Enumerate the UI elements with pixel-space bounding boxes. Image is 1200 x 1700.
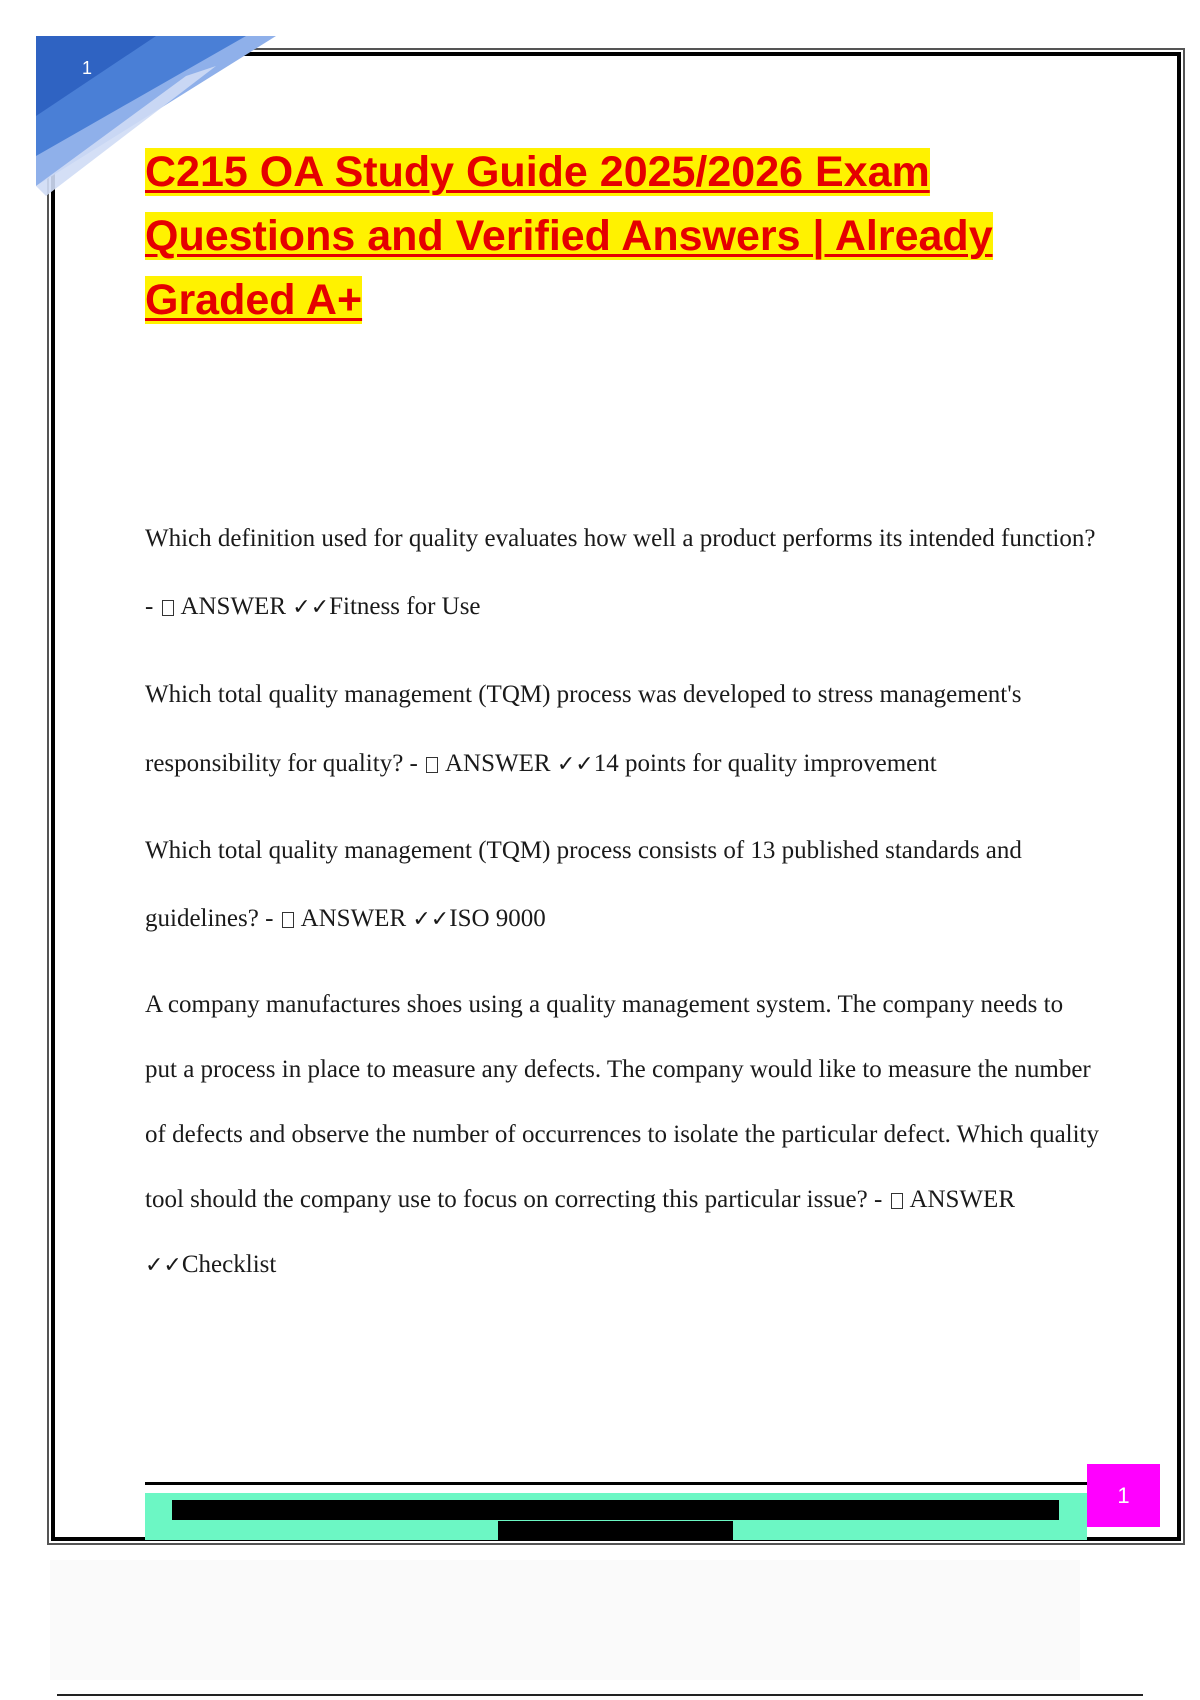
bottom-rule <box>57 1694 1143 1696</box>
missing-glyph-icon <box>282 912 294 928</box>
answer-label: ANSWER <box>445 750 551 777</box>
qa-item <box>145 660 1100 799</box>
double-check-icon: ✓✓ <box>292 595 330 620</box>
answer-label: ANSWER <box>300 905 407 932</box>
title-text: C215 OA Study Guide 2025/2026 Exam Questions and Verified Answers | Already Graded A+ <box>145 148 993 324</box>
footer-rule <box>145 1482 1090 1485</box>
footer-redaction-bar <box>172 1500 1059 1520</box>
question-text: Which total quality management (TQM) process was developed to stress management's responsibility for quality? - <box>145 681 1022 777</box>
answer-text: 14 points for quality improvement <box>593 750 937 777</box>
double-check-icon: ✓✓ <box>145 1253 182 1278</box>
question-text: A company manufactures shoes using a quality management system. The company needs to put a process in place to measure any defects. The company would like to measure the number of defects and observe the number of occurrences to isolate the particular defect. Which quality tool should the company use to focus on correcting this particular issue? - <box>145 991 1100 1213</box>
page-number-badge: 1 <box>1087 1464 1160 1527</box>
qa-item <box>145 505 1100 642</box>
answer-label: ANSWER <box>909 1186 1016 1213</box>
qa-item <box>145 972 1100 1298</box>
page-number-top: 1 <box>82 58 93 78</box>
qa-item <box>145 817 1100 954</box>
double-check-icon: ✓✓ <box>412 907 450 932</box>
next-page-preview <box>50 1560 1080 1680</box>
question-text: Which total quality management (TQM) process consists of 13 published standards and guidelines? - <box>145 837 1022 932</box>
missing-glyph-icon <box>162 600 174 616</box>
qa-list <box>145 505 1100 1316</box>
answer-text: Checklist <box>181 1251 277 1278</box>
double-check-icon: ✓✓ <box>556 752 594 777</box>
missing-glyph-icon <box>426 757 438 773</box>
answer-label: ANSWER <box>180 593 287 620</box>
document-title <box>145 140 1045 332</box>
question-text: Which definition used for quality evaluates how well a product performs its intended function? - <box>145 525 1096 620</box>
answer-text: ISO 9000 <box>449 905 546 932</box>
answer-text: Fitness for Use <box>329 593 481 620</box>
missing-glyph-icon <box>891 1193 903 1209</box>
footer-redaction-bar-small <box>498 1521 733 1540</box>
